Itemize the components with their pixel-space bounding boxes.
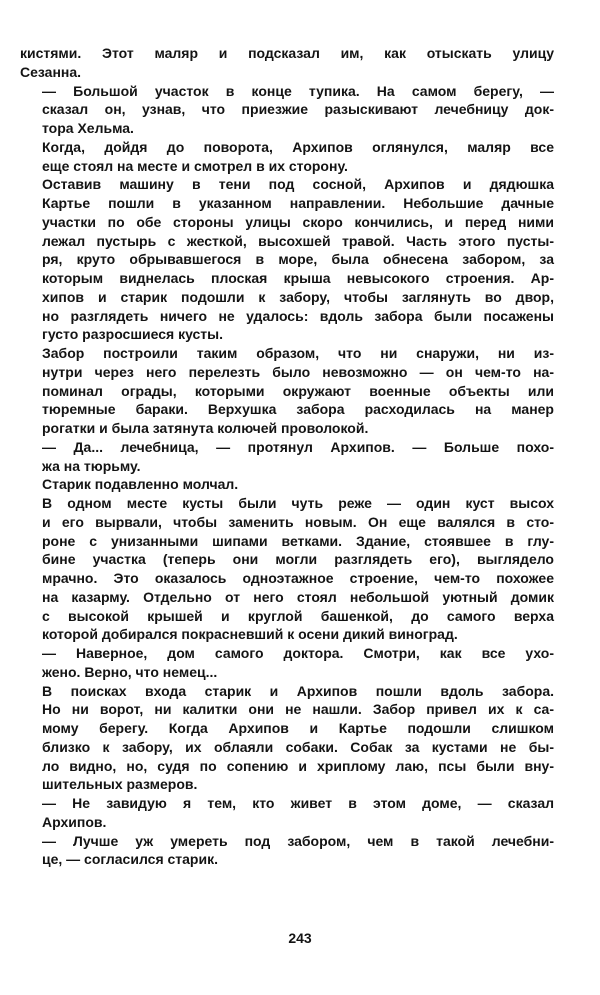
text-line: но разглядеть ничего не удалось: вдоль забора были посажены <box>42 307 554 324</box>
text-line: тюремные бараки. Верхушка забора расходилась на манер <box>42 401 554 418</box>
text-line: — Лучше уж умереть под забором, чем в такой лечебни- <box>42 832 554 849</box>
text-line: Старик подавленно молчал. <box>42 476 239 493</box>
paragraph <box>20 82 554 138</box>
paragraph <box>20 832 554 870</box>
text-line: рогатки и была затянута колючей проволокой. <box>42 420 369 436</box>
text-line: тора Хельма. <box>42 120 134 136</box>
text-line: которой добирался покрасневший к осени дикий виноград. <box>42 626 458 643</box>
page-number: 243 <box>288 930 312 946</box>
paragraph <box>20 644 554 682</box>
text-line: густо разросшиеся кусты. <box>42 326 223 343</box>
text-line: — Наверное, дом самого доктора. Смотри, как все ухо- <box>42 645 554 661</box>
text-line: — Большой участок в конце тупика. На самом берегу, — <box>42 82 554 99</box>
text-line: нутри через него перелезть было невозможно — он чем-то на- <box>42 363 554 380</box>
text-line: роне с унизанными шипами ветками. Здание, стоявшее в глу- <box>42 532 554 549</box>
text-line: мрачно. Это оказалось одноэтажное строение, чем-то похожее <box>42 570 554 586</box>
paragraph <box>20 138 554 176</box>
text-line: сказал он, узнав, что приезжие разыскивают лечебницу док- <box>42 101 554 118</box>
text-line: и его вырвали, чтобы заменить новым. Он еще валялся в сто- <box>42 513 554 530</box>
text-line: Сезанна. <box>20 63 82 80</box>
text-line: на казарму. Отдельно от него стоял небольшой уютный домик <box>42 588 554 605</box>
text-line: — Не завидую я тем, кто живет в этом доме, — сказал <box>42 795 554 811</box>
page-body <box>20 44 554 869</box>
paragraph <box>20 175 554 344</box>
paragraph <box>20 475 554 494</box>
text-line: Архипов. <box>42 813 107 830</box>
text-line: жа на тюрьму. <box>42 457 141 474</box>
text-line: лежал пустырь с жесткой, высохшей травой. Часть этого пусты- <box>42 232 554 249</box>
text-line: В поисках входа старик и Архипов пошли вдоль забора. <box>42 682 554 699</box>
paragraph <box>20 682 554 795</box>
text-line: кистями. Этот маляр и подсказал им, как отыскать улицу <box>20 45 554 61</box>
text-line: Картье пошли в указанном направлении. Небольшие дачные <box>42 195 554 211</box>
text-line: Когда, дойдя до поворота, Архипов оглянулся, маляр все <box>42 138 554 155</box>
text-line: ло видно, но, судя по сопению и хриплому лаю, псы были вну- <box>42 757 554 774</box>
text-line: шительных размеров. <box>42 776 198 793</box>
text-line: участки по обе стороны улицы скоро кончились, и перед ними <box>42 213 554 230</box>
text-line: мому берегу. Когда Архипов и Картье подошли слишком <box>42 720 554 736</box>
text-line: ря, круто обрывавшегося в море, была обнесена забором, за <box>42 251 554 268</box>
text-line: В одном месте кусты были чуть реже — один куст высох <box>42 495 554 511</box>
text-line: Забор построили таким образом, что ни снаружи, ни из- <box>42 345 554 361</box>
text-line: це, — согласился старик. <box>42 851 218 868</box>
text-line: Оставив машину в тени под сосной, Архипов и дядюшка <box>42 176 554 193</box>
paragraph <box>20 438 554 476</box>
text-line: — Да... лечебница, — протянул Архипов. — Больше похо- <box>42 438 554 455</box>
paragraph <box>20 44 554 82</box>
text-line: бине участка (теперь они могли разглядеть его), выглядело <box>42 551 554 568</box>
text-line: поминал ограды, которыми окружают военные объекты или <box>42 382 554 399</box>
text-line: еще стоял на месте и смотрел в их сторону. <box>42 157 348 174</box>
paragraph <box>20 794 554 832</box>
paragraph <box>20 494 554 644</box>
text-line: Но ни ворот, ни калитки они не нашли. Забор привел их к са- <box>42 701 554 718</box>
text-line: близко к забору, их облаяли собаки. Собак за кустами не бы- <box>42 738 554 755</box>
text-line: жено. Верно, что немец... <box>42 663 218 680</box>
text-line: с высокой крышей и круглой башенкой, до самого верха <box>42 607 554 624</box>
text-line: которым виднелась плоская крыша невысокого строения. Ар- <box>42 270 554 286</box>
paragraph <box>20 344 554 438</box>
text-line: хипов и старик подошли к забору, чтобы заглянуть во двор, <box>42 288 554 305</box>
